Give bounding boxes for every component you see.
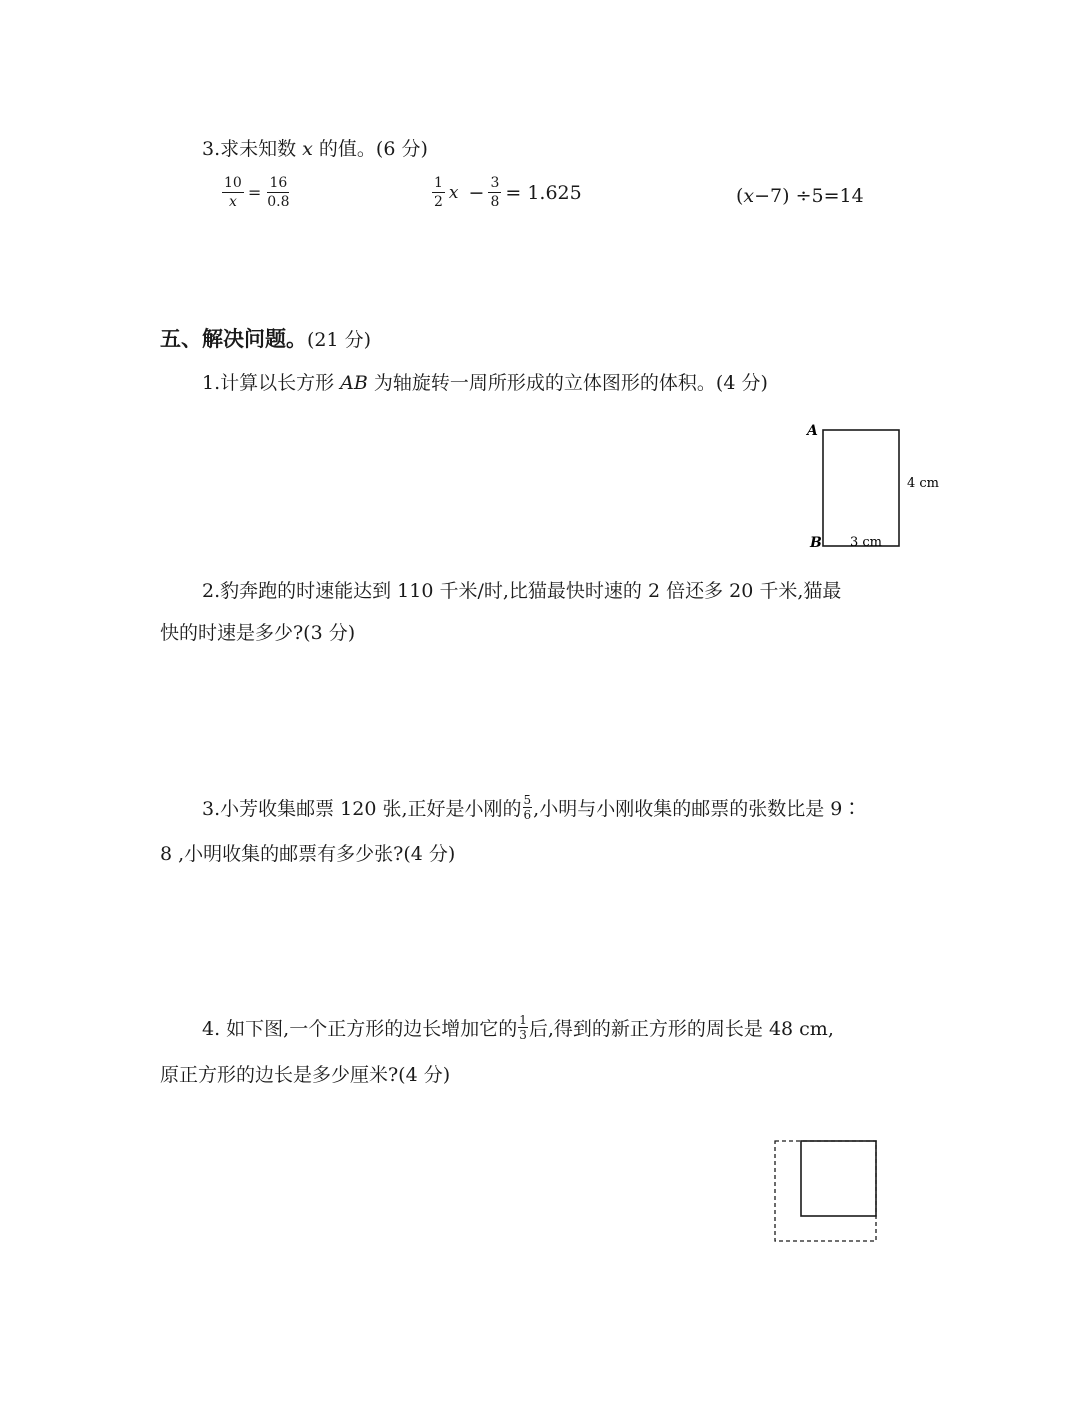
problem-1-text-b: 为轴旋转一周所形成的立体图形的体积。(4 分): [367, 372, 768, 394]
section-5-title: 五、解决问题。: [160, 327, 307, 351]
solve-x-variable: x: [302, 138, 313, 160]
eq2-minus: −: [468, 181, 485, 204]
eq2-variable: x: [448, 182, 459, 203]
eq1-fraction-right: [265, 176, 291, 209]
original-square: [801, 1141, 876, 1216]
eq1-fraction-left: [222, 176, 244, 209]
problem-4-line-1: [202, 1013, 834, 1043]
section-5-heading: [160, 323, 371, 353]
problem-3-fraction: [523, 794, 533, 821]
eq2-denominator-2: 8: [490, 194, 500, 210]
eq3-rest: −7) ÷5=14: [754, 185, 864, 207]
eq2-rhs: = 1.625: [505, 181, 582, 204]
problem-4-fraction-numerator: 1: [519, 1013, 527, 1027]
square-growth-figure: [770, 1135, 885, 1247]
problem-3-fraction-numerator: 5: [523, 793, 532, 807]
vertex-label-a: A: [807, 423, 818, 439]
problem-1-axis-label: AB: [340, 372, 368, 394]
eq2-fraction-three-eighths: [488, 176, 501, 209]
eq1-numerator-right: 16: [269, 175, 288, 191]
enlarged-square-dashed: [775, 1141, 876, 1241]
problem-4-text-b: 后,得到的新正方形的周长是 48 cm,: [528, 1018, 834, 1040]
eq3-open-paren: (: [736, 185, 744, 207]
rectangle-shape: [823, 430, 899, 546]
problem-3-text-a: 3.小芳收集邮票 120 张,正好是小刚的: [202, 798, 522, 820]
equation-2: [432, 176, 582, 209]
problem-4-fraction-denominator: 3: [519, 1028, 527, 1042]
solve-x-prompt-b: 的值。(6 分): [312, 138, 428, 160]
equation-3: [736, 187, 864, 206]
equation-1: [222, 176, 292, 209]
height-label: 4 cm: [907, 476, 940, 491]
eq2-denominator-1: 2: [434, 194, 443, 210]
solve-x-prompt-a: 3.求未知数: [202, 138, 303, 160]
rectangle-figure: [800, 416, 950, 556]
problem-3-fraction-denominator: 6: [523, 808, 532, 822]
problem-4-line-2: 原正方形的边长是多少厘米?(4 分): [160, 1064, 451, 1086]
eq2-fraction-half: [432, 176, 445, 209]
eq1-denominator-left: x: [228, 194, 237, 210]
eq2-numerator-1: 1: [434, 175, 443, 191]
problem-4-fraction: [518, 1014, 528, 1041]
eq1-denominator-right: 0.8: [267, 194, 290, 210]
problem-3-line-1: [202, 793, 862, 823]
problem-2-line-1: 2.豹奔跑的时速能达到 110 千米/时,比猫最快时速的 2 倍还多 20 千米,猫最: [202, 580, 842, 602]
problem-2-line-2: 快的时速是多少?(3 分): [160, 622, 356, 644]
section-5-points: (21 分): [307, 329, 372, 351]
eq2-numerator-2: 3: [490, 175, 500, 191]
eq1-numerator-left: 10: [224, 175, 242, 191]
solve-x-prompt: [202, 140, 428, 159]
problem-1-text-a: 1.计算以长方形: [202, 372, 341, 394]
problem-4-text-a: 4. 如下图,一个正方形的边长增加它的: [202, 1018, 518, 1040]
eq1-equals: =: [247, 183, 262, 202]
vertex-label-b: B: [810, 535, 822, 551]
eq3-variable: x: [743, 185, 755, 207]
problem-3-line-2: 8 ,小明收集的邮票有多少张?(4 分): [160, 843, 456, 865]
problem-1-text: [202, 374, 768, 393]
width-label: 3 cm: [850, 535, 883, 550]
problem-3-text-b: ,小明与小刚收集的邮票的张数比是 9∶: [533, 798, 862, 820]
